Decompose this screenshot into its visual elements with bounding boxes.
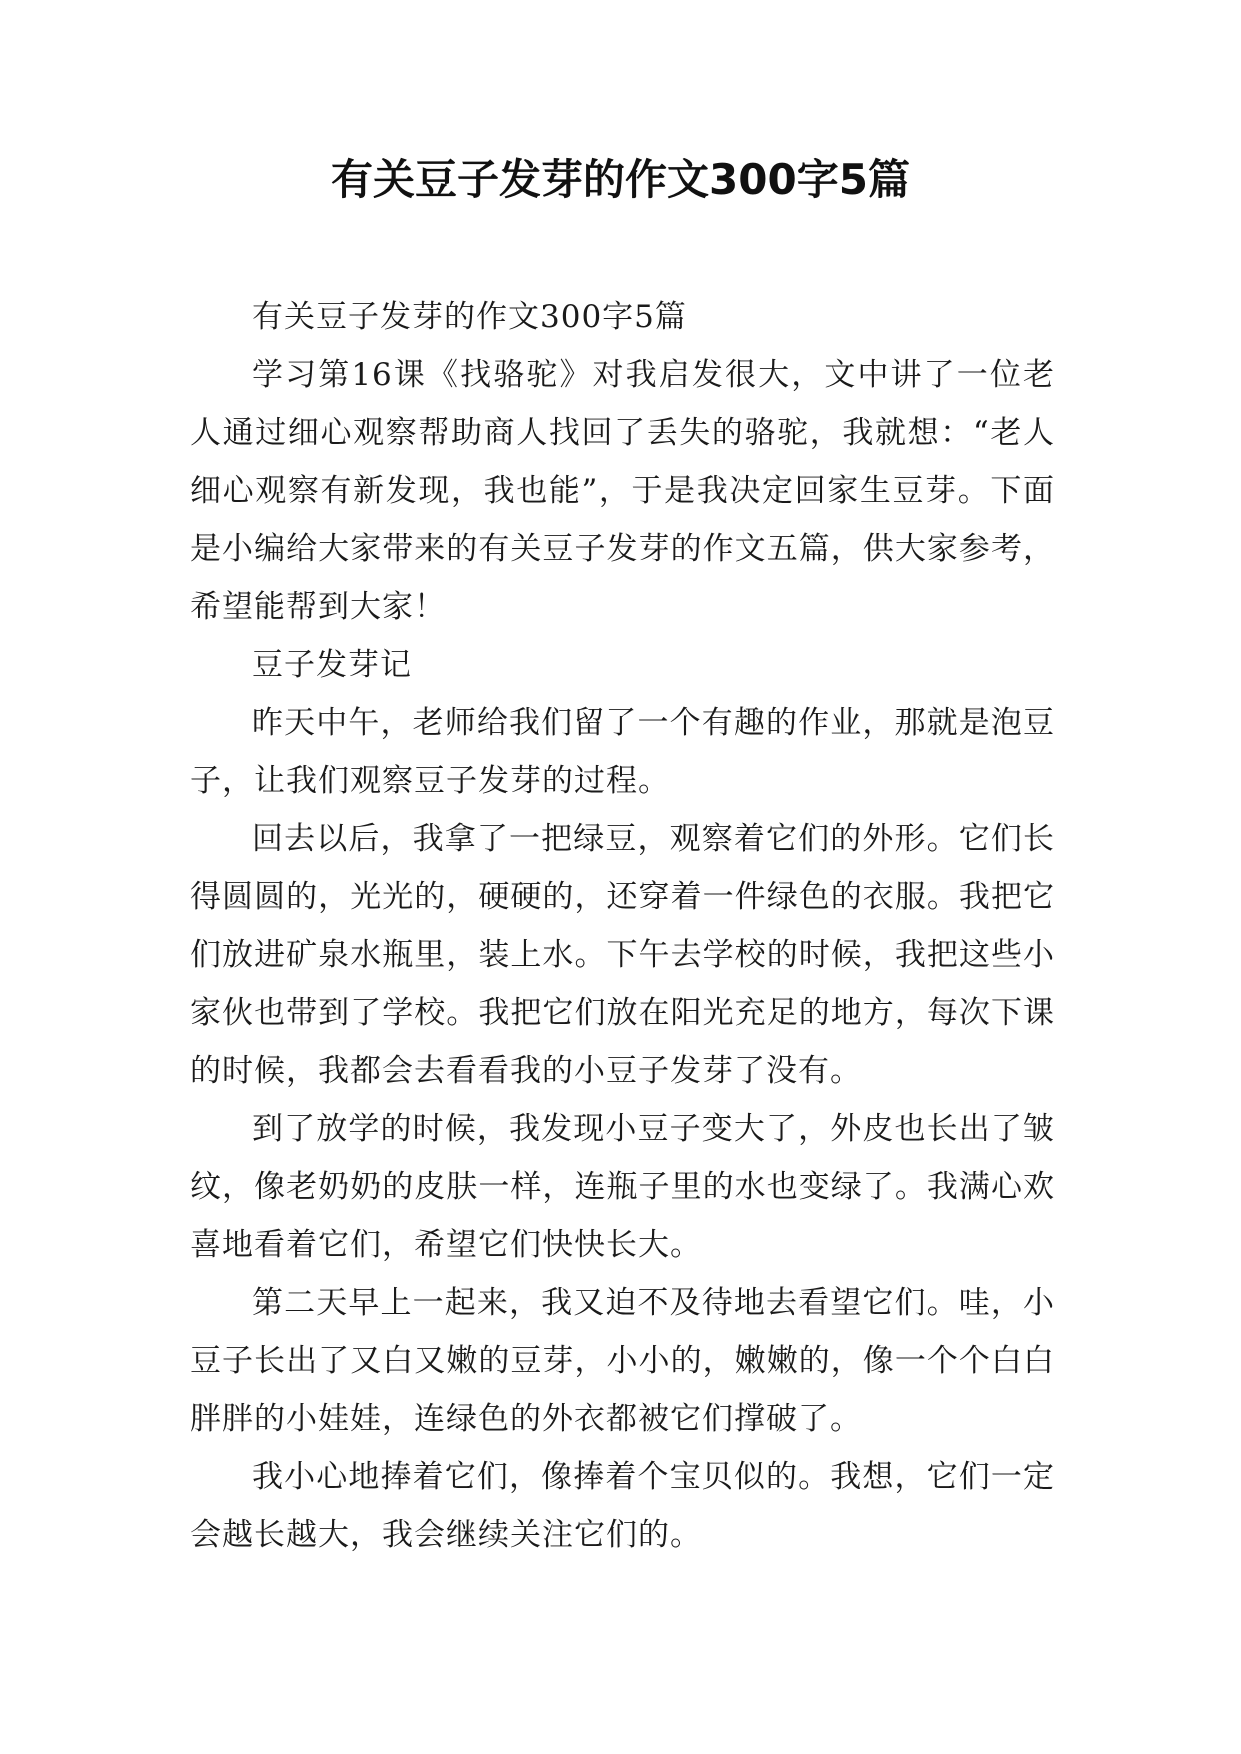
paragraph: 昨天中午，老师给我们留了一个有趣的作业，那就是泡豆子，让我们观察豆子发芽的过程。	[190, 705, 1055, 799]
paragraph-subtitle: 有关豆子发芽的作文300字5篇	[252, 299, 687, 335]
paragraph-intro: 学习第16课《找骆驼》对我启发很大，文中讲了一位老人通过细心观察帮助商人找回了丢失的骆驼，我就想：“老人细心观察有新发现，我也能”，于是我决定回家生豆芽。下面是小编给大家带来的有关豆子发芽的作文五篇，供大家参考，希望能帮到大家！	[190, 357, 1055, 625]
document-title: 有关豆子发芽的作文300字5篇	[331, 155, 910, 204]
paragraph: 我小心地捧着它们，像捧着个宝贝似的。我想，它们一定会越长越大，我会继续关注它们的。	[190, 1459, 1055, 1553]
document-body	[190, 288, 1055, 1564]
paragraph: 到了放学的时候，我发现小豆子变大了，外皮也长出了皱纹，像老奶奶的皮肤一样，连瓶子里的水也变绿了。我满心欢喜地看着它们，希望它们快快长大。	[190, 1111, 1055, 1263]
paragraph-essay-title: 豆子发芽记	[252, 647, 412, 683]
paragraph: 第二天早上一起来，我又迫不及待地去看望它们。哇，小豆子长出了又白又嫩的豆芽，小小的，嫩嫩的，像一个个白白胖胖的小娃娃，连绿色的外衣都被它们撑破了。	[190, 1285, 1055, 1437]
paragraph: 回去以后，我拿了一把绿豆，观察着它们的外形。它们长得圆圆的，光光的，硬硬的，还穿着一件绿色的衣服。我把它们放进矿泉水瓶里，装上水。下午去学校的时候，我把这些小家伙也带到了学校。我把它们放在阳光充足的地方，每次下课的时候，我都会去看看我的小豆子发芽了没有。	[190, 821, 1055, 1089]
